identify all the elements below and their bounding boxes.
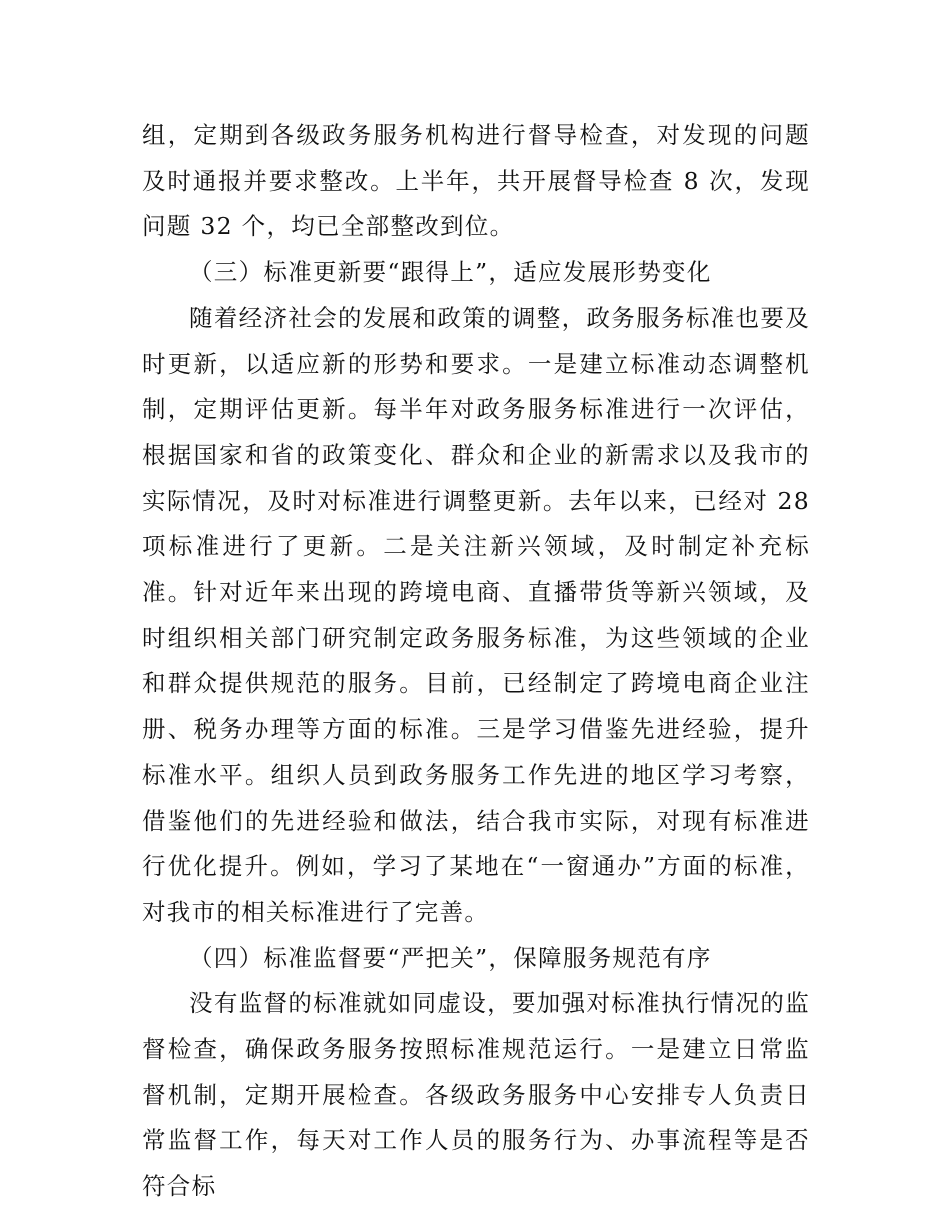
paragraph-standard-supervision: 没有监督的标准就如同虚设，要加强对标准执行情况的监督检查，确保政务服务按照标准规范运行。一是建立日常监督机制，定期开展检查。各级政务服务中心安排专人负责日常监督工作，每天对工作人员的服务行为、办事流程等是否符合标 [142,989,810,1201]
section-heading-4: （四）标准监督要“严把关”，保障服务规范有序 [189,943,712,972]
section-heading-3: （三）标准更新要“跟得上”，适应发展形势变化 [189,258,712,287]
paragraph-standard-update: 随着经济社会的发展和政策的调整，政务服务标准也要及时更新，以适应新的形势和要求。一是建立标准动态调整机制，定期评估更新。每半年对政务服务标准进行一次评估，根据国家和省的政策变化、群众和企业的新需求以及我市的实际情况，及时对标准进行调整更新。去年以来，已经对 28 项标准进行了更新。二是关注新兴领域，及时制定补充标准。针对近年来出现的跨境电商、直播带货等新兴领域，及时组织相关部门研究制定政务服务标准，为这些领域的企业和群众提供规范的服务。目前，已经制定了跨境电商企业注册、税务办理等方面的标准。三是学习借鉴先进经验，提升标准水平。组织人员到政务服务工作先进的地区学习考察，借鉴他们的先进经验和做法，结合我市实际，对现有标准进行优化提升。例如，学习了某地在“一窗通办”方面的标准，对我市的相关标准进行了完善。 [142,303,810,926]
paragraph-continuation: 组，定期到各级政务服务机构进行督导检查，对发现的问题及时通报并要求整改。上半年，共开展督导检查 8 次，发现问题 32 个，均已全部整改到位。 [142,121,810,241]
text-body [142,113,810,1210]
